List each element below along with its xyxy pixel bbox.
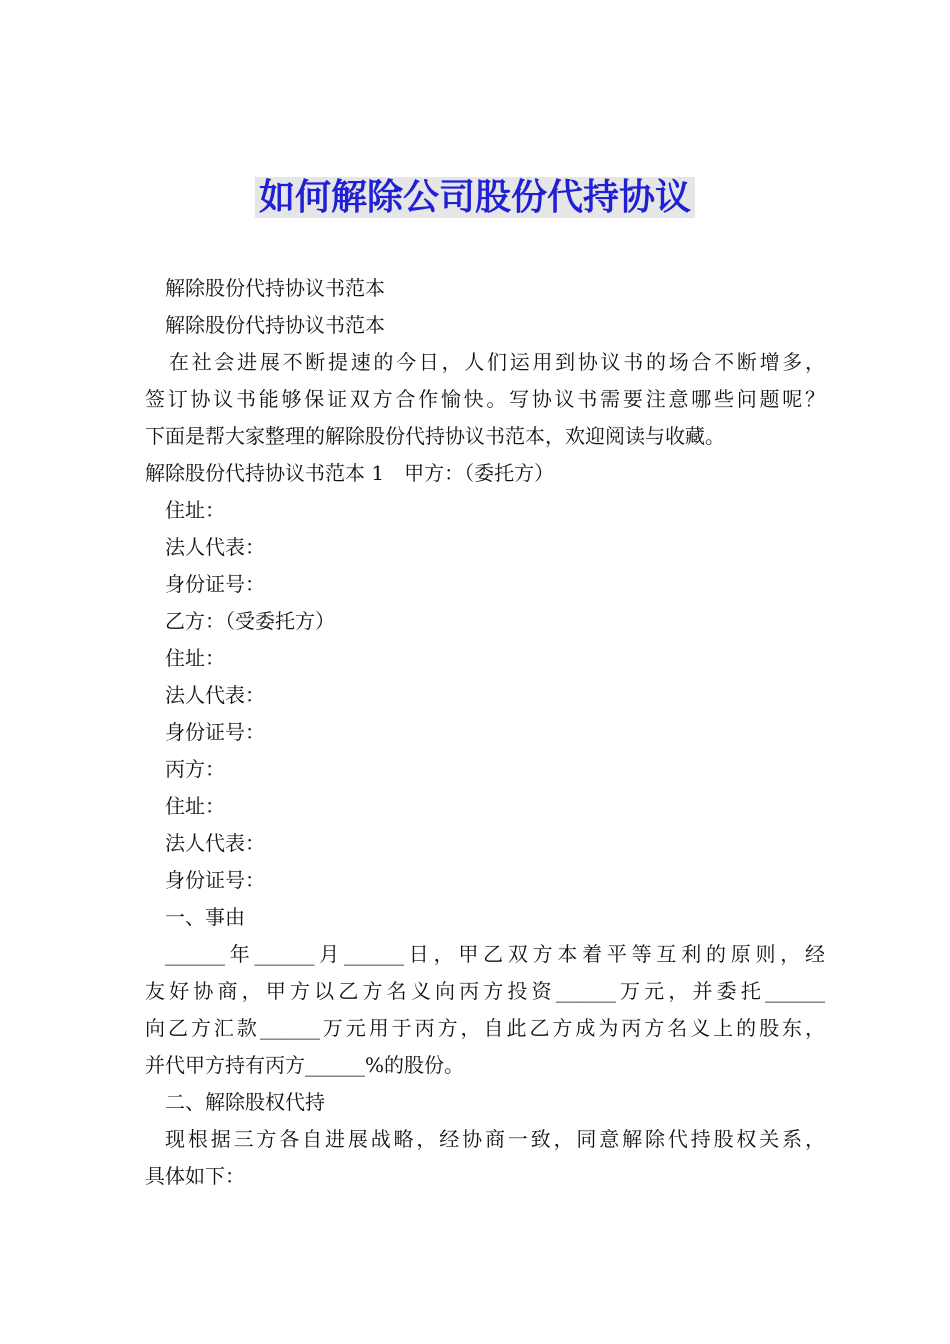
field-label: 法人代表： — [165, 831, 265, 855]
paragraph-line: 并代甲方持有丙方______%的股份。 — [145, 1053, 465, 1077]
paragraph-line: 友好协商，甲方以乙方名义向丙方投资______万元，并委托______ — [145, 979, 825, 1003]
paragraph-line: 在社会进展不断提速的今日，人们运用到协议书的场合不断增多， — [169, 350, 825, 374]
paragraph-line: 具体如下： — [145, 1164, 245, 1188]
clause-heading: 一、事由 — [165, 905, 245, 929]
field-label: 身份证号： — [165, 572, 265, 596]
section-heading: 解除股份代持协议书范本 1 甲方：（委托方） — [145, 461, 555, 485]
document-body — [145, 270, 825, 1195]
title-text: 如何解除公司股份代持协议 — [255, 177, 695, 218]
paragraph-line: 向乙方汇款______万元用于丙方，自此乙方成为丙方名义上的股东， — [145, 1016, 825, 1040]
clause-heading: 二、解除股权代持 — [165, 1090, 325, 1114]
subtitle-line: 解除股份代持协议书范本 — [165, 276, 385, 300]
paragraph-line: 签订协议书能够保证双方合作愉快。写协议书需要注意哪些问题呢？ — [145, 387, 825, 411]
field-label: 身份证号： — [165, 868, 265, 892]
field-label: 住址： — [165, 794, 225, 818]
field-label: 住址： — [165, 646, 225, 670]
paragraph-line: ______年______月______日，甲乙双方本着平等互利的原则，经 — [165, 942, 825, 966]
field-label: 住址： — [165, 498, 225, 522]
paragraph-line: 现根据三方各自进展战略，经协商一致，同意解除代持股权关系， — [165, 1127, 825, 1151]
paragraph-line: 下面是帮大家整理的解除股份代持协议书范本，欢迎阅读与收藏。 — [145, 424, 725, 448]
document-title — [0, 172, 950, 224]
field-label: 法人代表： — [165, 535, 265, 559]
subtitle-line: 解除股份代持协议书范本 — [165, 313, 385, 337]
field-label: 丙方： — [165, 757, 225, 781]
field-label: 法人代表： — [165, 683, 265, 707]
field-label: 身份证号： — [165, 720, 265, 744]
field-label: 乙方：（受委托方） — [165, 609, 335, 633]
